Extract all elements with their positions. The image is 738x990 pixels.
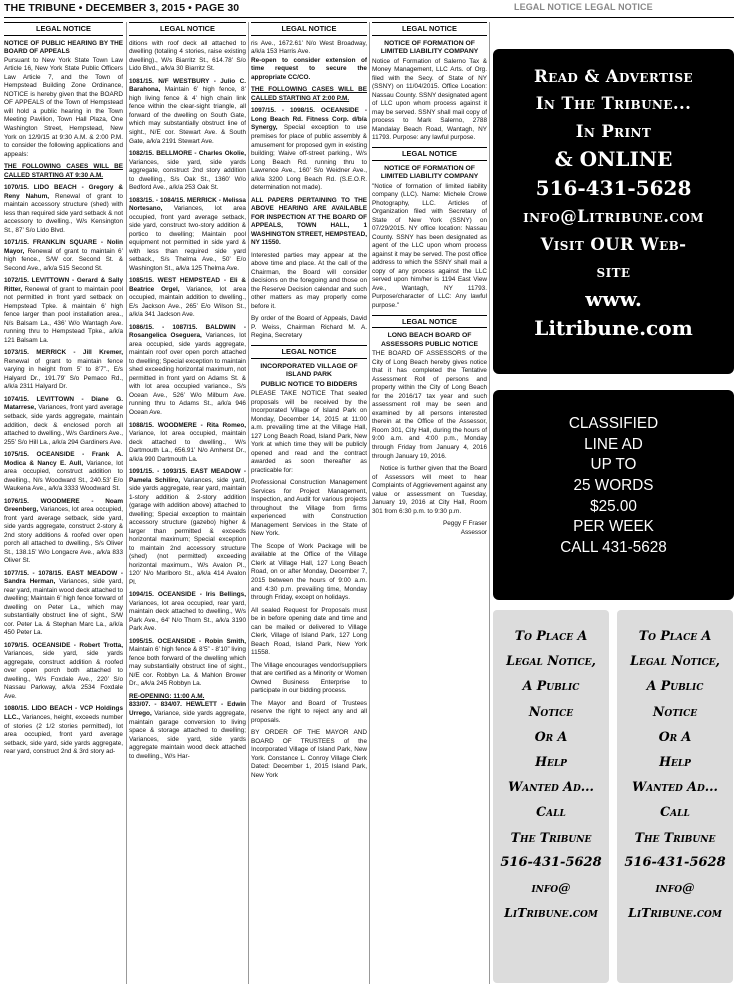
bid-paragraph: Professional Construction Management Services for Project Management, Inspection, and Audit for various projects throughout the Village from firms experienced with Construction Management Services in the State of New York. <box>251 479 367 538</box>
assessors-paragraph: THE BOARD OF ASSESSORS of the City of Long Beach hereby gives notice that it has completed the Tentative Assessment Roll of persons and property within the City of Long Beach for the 2016/17 tax year and such assessment roll may be seen and examined by all persons interested therein at the Office of the Assessor, Room 301, City Hall, during the hours of 9:00 a.m. and 4:00 p.m., Monday through Friday from January 4, 2016 through January 19, 2016. <box>372 350 487 460</box>
bid-paragraph: PLEASE TAKE NOTICE That sealed proposals will be received by the Incorporated Village of Island Park on Monday, December 14, 2015 at 11:00 a.m. prevailing time at the Village Hall, 127 Long Beach Road, Island Park, New York at which time they will be publicly opened and read and the contract awarded as soon thereafter as practicable for: <box>251 390 367 474</box>
case-body: Variance, lot area occupied, maintain deck attached to dwelling., W/s Dartmouth La., 656.91’ N/o Amherst Dr., a/k/a 990 Dartmouth La. <box>129 430 246 463</box>
ad-phone: 516-431-5628 <box>500 854 602 870</box>
case-head: 1086/15. - 1087/15. BALDWIN - Rosangelica Oseguera, <box>129 323 246 340</box>
case-body: Renewal of grant to maintain pool not permitted in front yard setback on Hempstead Tpke. & maintain 6’ high fence larger than pool installation area., N/s Balsam La., 436’ W/o Wantagh Ave. running thru to Hempstead Tpke., a/k/a 121 Balsam La. <box>4 285 123 344</box>
classified-ad <box>493 390 734 600</box>
assessors-heading: LONG BEACH BOARD OF ASSESSORS PUBLIC NOTICE <box>380 332 479 348</box>
schedule-heading: THE FOLLOWING CASES WILL BE CALLED STARTING AT 9:30 A.M. <box>4 163 123 179</box>
ad-website: LiTribune.com <box>628 904 722 920</box>
case-entry <box>4 498 123 566</box>
ad-line: Call <box>536 804 566 820</box>
ad-website: Litribune.com <box>534 316 693 341</box>
case-head: 1076/15. WOODMERE - Noam Greenberg, <box>4 497 123 514</box>
case-head: 1070/15. LIDO BEACH - Gregory & Reny Nahum, <box>4 184 123 200</box>
ad-line: In Print <box>575 121 652 141</box>
case-entry <box>4 184 123 235</box>
case-head: 1075/15. OCEANSIDE - Frank A. Modica & Nancy E. Aull, <box>4 451 123 467</box>
reopening-heading: RE-OPENING: 11:00 A.M. <box>129 692 205 700</box>
ad-line: Call <box>660 804 690 820</box>
legal-column-3 <box>251 22 367 984</box>
case-entry <box>129 78 246 146</box>
ad-line: 25 WORDS <box>573 476 654 494</box>
case-head: 1071/15. FRANKLIN SQUARE - Nolin Mayor, <box>4 239 123 255</box>
ad-line: & ONLINE <box>554 147 673 172</box>
case-entry <box>129 197 246 274</box>
legal-column-4 <box>372 22 487 984</box>
assessor-title: Assessor <box>460 528 487 536</box>
ad-line: Help <box>535 753 567 769</box>
ad-line: To Place A <box>514 628 588 643</box>
legal-notice-label: LEGAL NOTICE <box>372 315 487 329</box>
case-entry <box>4 396 123 447</box>
notice-heading: NOTICE OF PUBLIC HEARING BY THE BOARD OF APPEALS <box>4 39 123 56</box>
ad-email: info@Litribune.com <box>523 207 704 227</box>
case-entry <box>251 107 367 192</box>
notice-intro: Pursuant to New York State Town Law Article 16, New York State Public Officers Law Article 7, and the Town of Hempstead Building Zone Ordinance, NOTICE is hereby given that the BOARD OF APPEALS of the Town of Hempstead will hold a public hearing in the Town Meeting Pavilion, Town Hall Plaza, One Washington Street, Hempstead, New York on 12/9/15 at 9:30 A.M. & 2:00 P.M. to consider the following applications and appeals: <box>4 56 123 158</box>
masthead-ghost-labels: LEGAL NOTICE LEGAL NOTICE <box>514 2 653 12</box>
ad-line: Notice <box>528 703 574 719</box>
case-body: Variances, height, exceeds number of stories (2 1/2 stories permitted), lot area occupied, front yard average setback, side yard, side yards aggregate, rear yard, construct 2nd & 3rd story ad- <box>4 714 123 756</box>
bid-paragraph: All sealed Request for Proposals must be in before opening date and time and can be mailed or delivered to Village Clerk, Village of Island Park, 127 Long Beach Road, Island Park, New York 11558. <box>251 606 367 657</box>
case-body: Variances, lot area occupied, front yard average setback, side yard, construct two-story addition & portico to dwelling; Maintain pool equipment not permitted in side yard & with less than required side yard setback., S/s Thelma Ave., 50’ E/o Washington St., a/k/a 125 Thelma Ave. <box>129 205 246 272</box>
llc-paragraph: "Notice of formation of limited liability company (LLC). Name: Michele Crowe Photography, LLC. Articles of Organization filed with Secretary of State of New York (SSNY) on 07/29/2015. NY office location: Nassau County. SSNY has been designated as agent of the LLC upon whom process against it may be served. The post office address to which the SSNY shall mail a copy of any process against the LLC served upon him/her is 1194 East View Ave., Wantagh, NY 11793. Purpose/character of LLC: Any lawful purpose." <box>372 182 487 309</box>
ad-line: Or A <box>534 728 568 744</box>
ad-line: PER WEEK <box>573 518 654 536</box>
case-body: Variances, side yard, rear yard, maintain wood deck attached to dwelling; Maintain 6’ high fence forward of dwelling on Peter La., which may substantially obstruct line of sight., S/W cor. Peter La. & Stephan Marc La., a/k/a 450 Peter La. <box>4 578 123 637</box>
case-body: Variances, lot area occupied, front yard average setback, side yard, side yards aggregate, construct 2-story & 2nd story additions & roofed over open porch all attached to dwelling., S/s Oliver St., 138.15’ W/o Longacre Ave., a/k/a 833 Oliver St. <box>4 506 123 565</box>
case-body: Variance, lot area occupied, maintain addition to dwelling., E/s Jackson Ave., 265’ E/o Wilson St., a/k/a 341 Jackson Ave. <box>129 285 246 319</box>
ad-phone: 516-431-5628 <box>535 176 692 201</box>
ad-line: Legal Notice, <box>630 653 720 669</box>
ad-line: A Public <box>646 678 704 694</box>
ad-line: The Tribune <box>510 829 592 845</box>
masthead <box>4 2 734 16</box>
schedule-heading: THE FOLLOWING CASES WILL BE CALLED STARTING AT 2:00 P.M. <box>251 86 367 102</box>
case-head: 1072/15. LEVITTOWN - Gerard & Sally Ritter, <box>4 277 123 293</box>
ad-line: A Public <box>522 678 580 694</box>
case-head: 1073/15. MERRICK - Jill Kremer, <box>4 349 123 357</box>
case-list <box>129 78 246 689</box>
column-divider <box>248 22 249 984</box>
case-body: Variances, lot area occupied, rear yard, maintain deck attached to dwelling., W/s Park Ave., 64’ N/o Thorn St., a/k/a 3190 Park Ave. <box>129 599 246 633</box>
ad-phone: CALL 431-5628 <box>560 538 667 556</box>
legal-column-2 <box>129 22 246 984</box>
ad-line: Wanted Ad... <box>508 779 594 795</box>
ad-line: Notice <box>652 703 698 719</box>
legal-column-1 <box>4 22 123 984</box>
case-entry <box>4 239 123 273</box>
ad-phone: 516-431-5628 <box>624 854 726 870</box>
read-advertise-ad <box>493 49 734 374</box>
case-list <box>4 184 123 756</box>
ad-line: The Tribune <box>634 829 716 845</box>
ad-line: site <box>596 261 631 281</box>
case-body: Variances, side yard, side yards aggregate, construct 2nd story addition to dwelling., S/s Oak St., 1360’ W/o Bedford Ave., a/k/a 253 Oak St. <box>129 158 246 192</box>
case-body: Variance, lot area occupied, construct addition to dwelling., N/s Woodward St., 240.53’ E/o Waukena Ave., a/k/a 3333 Woodward St. <box>4 459 123 493</box>
llc-heading: NOTICE OF FORMATION OF LIMITED LIABILITY COMPANY <box>380 39 479 56</box>
assessors-paragraph: Notice is further given that the Board of Assessors will meet to hear Complaints of Aggrievement against any value or assessment on Tuesday, January 19, 2016 at City Hall, Room 301 from 6:30 p.m. to 9:30 p.m. <box>372 465 487 515</box>
ad-line: Visit OUR Web- <box>540 234 687 254</box>
ad-line: Wanted Ad... <box>632 779 718 795</box>
case-head: 1077/15. - 1078/15. EAST MEADOW - Sandra Herman, <box>4 569 123 586</box>
case-entry <box>129 422 246 465</box>
ad-price: $25.00 <box>590 497 637 515</box>
papers-notice: ALL PAPERS PERTAINING TO THE ABOVE HEARING ARE AVAILABLE FOR INSPECTION AT THE BOARD OF APPEALS, TOWN HALL, 1 WASHINGTON STREET, HEMPSTEAD, NY 11550. <box>251 196 367 247</box>
case-head: 1074/15. LEVITTOWN - Diane G. Matarrese, <box>4 395 123 412</box>
case-head: 1095/15. OCEANSIDE - Robin Smith, <box>129 637 246 645</box>
legal-notice-label: LEGAL NOTICE <box>129 22 246 36</box>
case-head: 1088/15. WOODMERE - Rita Romeo, <box>129 421 246 429</box>
legal-notice-label: LEGAL NOTICE <box>251 22 367 36</box>
bid-paragraph: The Scope of Work Package will be available at the Office of the Village Clerk at Village Hall, 127 Long Beach Road, on or after Monday, December 7, 2015 between the hours of 9:00 a.m. and 4:30 p.m. prevailing time, Monday through Friday, except on holidays. <box>251 542 367 602</box>
column-divider <box>369 22 370 984</box>
ad-line: Read & Advertise <box>534 67 693 86</box>
llc-paragraph: Notice of Formation of Salerno Tax & Money Management, LLC Arts. of Org. filed with the Secy. of State of NY (SSNY) on 11/04/2015. Office Location: Nassau County. SSNY designated agent of LLC upon whom process against it may be served. SSNY shall mail copy of process to Mark Salerno, 2788 Mandalay Beach Road, Wantagh, NY 11793. Purpose: any lawful purpose. <box>372 57 487 142</box>
ad-line: CLASSIFIED <box>568 415 659 432</box>
case-head: 1083/15. - 1084/15. MERRICK - Melissa Nortesano, <box>129 196 246 213</box>
case-entry <box>129 591 246 634</box>
case-head: 1091/15. - 1093/15. EAST MEADOW - Pamela Schiliro, <box>129 468 246 484</box>
case-head: 1080/15. LIDO BEACH - VCP Holdings LLC., <box>4 705 123 721</box>
case-head: 833/07. - 834/07. HEWLETT - Edwin Urrego, <box>129 701 246 717</box>
bid-paragraph: BY ORDER OF THE MAYOR AND BOARD OF TRUSTEES of the Incorporated Village of Island Park, New York. Constance L. Conroy Village Clerk Dated: December 1, 2015 Island Park, New York <box>251 729 367 779</box>
case-continuation: ditions with roof deck all attached to dwelling (totaling 4 stories, raise existing dwelling)., W/s Biarritz St., 614.78’ S/o Lido Blvd., a/k/a 30 Biarritz St. <box>129 39 246 73</box>
case-entry <box>4 451 123 494</box>
case-entry <box>4 349 123 392</box>
case-head: 1079/15. OCEANSIDE - Robert Trotta, <box>4 641 123 649</box>
case-entry <box>129 701 246 761</box>
hearing-paragraph: Interested parties may appear at the above time and place. At the call of the Chairman, the Board will consider decisions on the foregoing and those on the Reserve Decision calendar and such other matters as may properly come before it. <box>251 251 367 310</box>
bid-paragraph: The Village encourages vendor/suppliers that are certified as a Minority or Women Owned Business Enterprise to participate in our bidding process. <box>251 661 367 695</box>
case-body: Variances, front yard average setback, side yards aggregate, maintain addition, deck & enclosed porch all attached to dwelling., W/s Gardiners Ave., 255’ S/o Hill La., a/k/a 294 Gardiners Ave. <box>4 404 123 446</box>
reopen-note: Re-open to consider extension of time request to secure the appropriate CC/CO. <box>251 56 367 81</box>
legal-notice-label: LEGAL NOTICE <box>251 345 367 359</box>
case-body: Renewal of grant to maintain accessory structure (shed) with less than required side yard setback & not accessory to dwelling., W/s Kensington St., 87’ S/o Lido Blvd. <box>4 192 123 234</box>
ad-line: To Place A <box>638 628 712 643</box>
case-entry <box>4 705 123 756</box>
case-entry <box>129 324 246 418</box>
place-notice-ad-right <box>617 610 733 983</box>
case-body: Variances, side yard, side yards aggregate, rear yard, maintain 1-story addition & 2-story addition (garage with addition above) attached to dwelling; Special exception to maintain accessory structure (gazebo) higher & larger than permitted & exceeds horizontal maximum; Special exception to maintain 2nd accessory structure (shed) (not permitted) exceeding horizontal maximum., W/s Avalon Pl., 120’ N/o Marlboro St., a/k/a 414 Avalon Pl. <box>129 476 246 586</box>
case-entry <box>129 277 246 320</box>
ad-line: www. <box>585 287 642 312</box>
ad-line: LINE AD <box>584 435 643 453</box>
case-body: Variances, side yard, side yards aggregate, construct addition & roofed over open porch both attached to dwelling., W/s Foxdale Ave., 220’ S/o Nassau Parkway, a/k/a 2534 Foxdale Ave. <box>4 650 123 700</box>
case-entry <box>4 570 123 638</box>
case-head: 1082/15. BELLMORE - Charles Okolie, <box>129 150 246 158</box>
ad-website: LiTribune.com <box>504 904 598 920</box>
case-body: Variances, lot area occupied, side yards aggregate, maintain roof over open porch attached to dwelling; Special exception to maintain shed exceeding horizontal maximum, not permitted in front yard on Adams St. & with lot area occupied variance., S/s Ocean Ave., 526’ W/o Milburn Ave. running thru to Adams St., a/k/a 946 Ocean Ave. <box>129 332 246 416</box>
case-body: Special exception to use premises for place of public assembly & amusement for proposed gym in existing building; Waive off-street parking., W/s Long Beach Rd. running thru to Lawrence Ave., 160’ S/o Weidner Ave., a/k/a 3200 Long Beach Rd. (S.E.O.R. determination not made). <box>251 124 367 192</box>
case-entry <box>4 277 123 345</box>
ad-line: In The Tribune... <box>535 94 692 114</box>
ad-line: UP TO <box>590 456 637 474</box>
case-body: Maintain 6’ high fence & 8’5” - 8’10” living fence both forward of the dwelling which may substantially obstruct line of sight., N/E cor. Robbyn La. & Mahlon Brower Dr., a/k/a 245 Robbyn La. <box>129 646 246 688</box>
case-continuation: ris Ave., 1672.61’ N/o West Broadway, a/k/a 153 Harris Ave. <box>251 39 367 56</box>
case-entry <box>129 638 246 689</box>
case-body: Variance, side yards aggregate, maintain garage conversion to living space & storage attached to dwelling; Variances, side yard, side yards aggregate maintain wood deck attached to dwelling., W/s Har- <box>129 710 246 760</box>
legal-notice-label: LEGAL NOTICE <box>372 22 487 36</box>
case-body: Renewal of grant to maintain fence varying in height from 5’ to 8’7”., E/s Halyard Dr., 191.79’ S/o Pemaco Rd., a/k/a 2311 Halyard Dr. <box>4 357 123 391</box>
legal-notice-label: LEGAL NOTICE <box>4 22 123 36</box>
ad-email: info@ <box>531 879 571 895</box>
case-entry <box>129 468 246 587</box>
case-head: 1081/15. N/F WESTBURY - Julio C. Barahona, <box>129 77 246 94</box>
village-heading: INCORPORATED VILLAGE OF ISLAND PARK <box>260 362 358 379</box>
ad-line: Legal Notice, <box>506 653 596 669</box>
ad-line: Or A <box>658 728 692 744</box>
case-head: 1085/15. WEST HEMPSTEAD - Eli & Beatrice Orgel, <box>129 277 246 293</box>
llc-heading: NOTICE OF FORMATION OF LIMITED LIABILITY COMPANY <box>380 164 479 181</box>
assessor-name: Peggy F Fraser <box>442 520 487 528</box>
column-divider <box>126 22 127 984</box>
masthead-title: THE TRIBUNE • DECEMBER 3, 2015 • PAGE 30 <box>4 2 240 14</box>
ad-line: Help <box>659 753 691 769</box>
bidders-subheading: PUBLIC NOTICE TO BIDDERS <box>260 380 358 388</box>
bid-paragraph: The Mayor and Board of Trustees reserve the right to reject any and all proposals. <box>251 699 367 724</box>
legal-notice-label: LEGAL NOTICE <box>372 147 487 161</box>
case-head: 1097/15. - 1098/15. OCEANSIDE - Long Beach Rd. Fitness Corp. d/b/a Synergy, <box>251 107 367 132</box>
case-head: 1094/15. OCEANSIDE - Iris Bellings, <box>129 591 246 599</box>
masthead-rule <box>4 17 734 18</box>
case-body: Renewal of grant to maintain 6’ high fence., S/W cor. Second St. & Second Ave., a/k/a 515 Second St. <box>4 247 123 272</box>
board-signature: By order of the Board of Appeals, David P. Weiss, Chairman Richard M. A. Regina, Secretary <box>251 315 367 340</box>
column-divider <box>489 22 490 984</box>
case-entry <box>129 150 246 193</box>
case-body: Maintain 6’ high fence, 8’ high living fence & 4’ high chain link fence within the clear-sight triangle, all forward of the dwelling on South Gate, which may substantially obstruct line of sight., N/E cor. Stewart Ave. & South Gate, a/k/a 2191 Stewart Ave. <box>129 86 246 145</box>
case-entry <box>4 642 123 702</box>
place-notice-ad-left <box>493 610 609 983</box>
ad-email: info@ <box>655 879 695 895</box>
